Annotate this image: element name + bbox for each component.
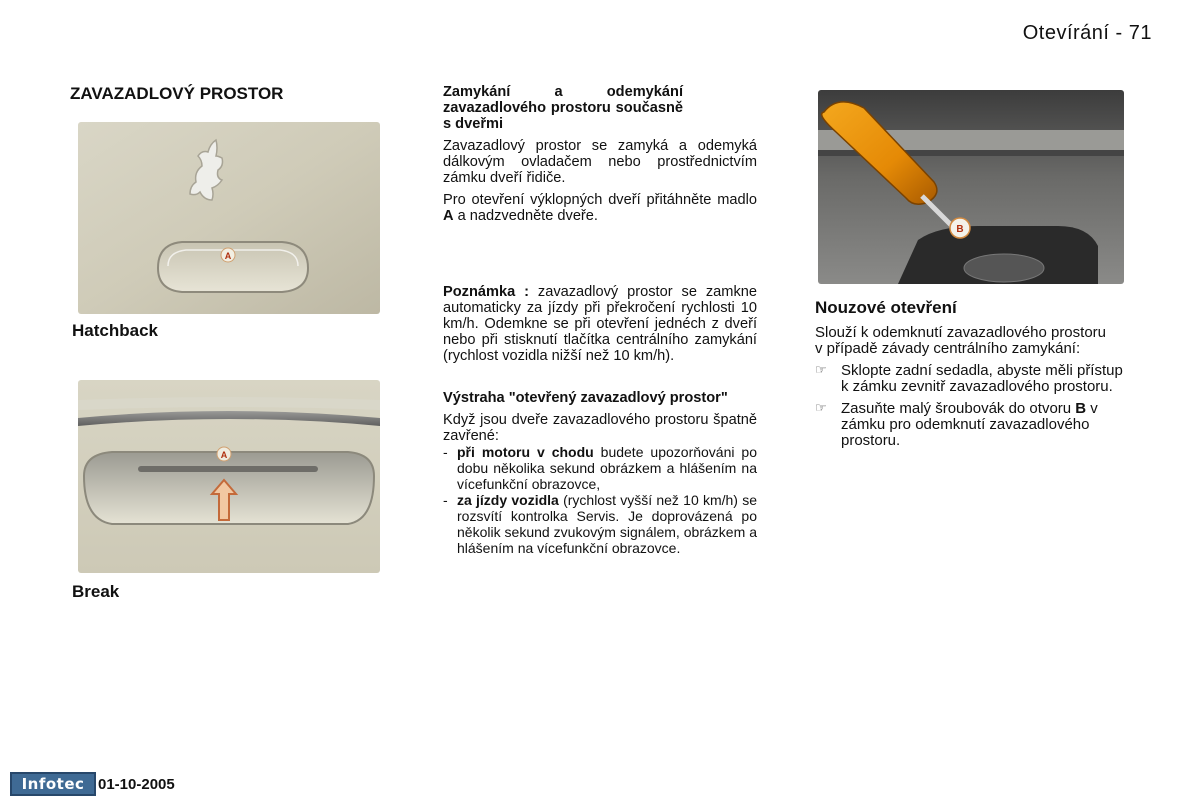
- note-paragraph: Poznámka : zavazadlový prostor se zamkne automaticky za jízdy při překročení rychlosti 10 km/h. Odemkne se při otevření jednéch z dveří nebo při stisknutí tlačítka centrálního zamykání (rychlost vozidla nižší než 10 km/h).: [443, 284, 757, 364]
- section-title: ZAVAZADLOVÝ PROSTOR: [70, 84, 284, 103]
- right-title: Nouzové otevření: [815, 298, 957, 317]
- list-item: - za jízdy vozidla (rychlost vyšší než 10 km/h) se rozsvítí kontrolka Servis. Je doprovázená po několik sekund zvukovým signálem, obrázkem a hlášením na vícefunkční obrazovce.: [443, 492, 757, 556]
- pointing-hand-icon: ☞: [815, 362, 827, 377]
- note-label: Poznámka :: [443, 284, 529, 300]
- pointing-hand-icon: ☞: [815, 400, 827, 415]
- list-item: ☞ Sklopte zadní sedadla, abyste měli přístup k zámku zevnitř zavazadlového prostoru.: [815, 362, 1123, 395]
- infotec-logo: Infotec: [10, 772, 96, 796]
- list-item: - při motoru v chodu budete upozorňováni po dobu několika sekund obrázkem a hlášením na vícefunkční obrazovce,: [443, 444, 757, 492]
- break-photo: [78, 380, 380, 573]
- screwdriver-photo: [818, 90, 1124, 284]
- procedure-list: [815, 363, 1129, 449]
- warning-list: [443, 444, 757, 556]
- photo-label-a: A: [220, 450, 228, 460]
- subheading-locking: Zamykání a odemykání zavazadlového prostoru současně s dveřmi: [443, 84, 683, 132]
- subheading-warning: Výstraha "otevřený zavazadlový prostor": [443, 390, 728, 406]
- footer-date: 01-10-2005: [98, 776, 175, 793]
- list-item: ☞ Zasuňte malý šroubovák do otvoru B v zámku pro odemknutí zavazadlového prostoru.: [815, 400, 1098, 449]
- paragraph: Slouží k odemknutí zavazadlového prostoru v případě závady centrálního zamykání:: [815, 324, 1106, 357]
- paragraph: Zavazadlový prostor se zamyká a odemyká dálkovým ovladačem nebo prostřednictvím zámku dveří řidiče.: [443, 138, 757, 186]
- paragraph: Když jsou dveře zavazadlového prostoru špatně zavřené:: [443, 412, 757, 444]
- paragraph: Pro otevření výklopných dveří přitáhněte madlo A a nadzvedněte dveře.: [443, 192, 757, 224]
- hatchback-photo: [78, 122, 380, 314]
- page-header: Otevírání - 71: [1022, 22, 1152, 44]
- caption-hatchback: Hatchback: [72, 321, 158, 340]
- caption-break: Break: [72, 582, 120, 601]
- middle-column: [443, 84, 757, 556]
- photo-label-b: B: [956, 224, 964, 235]
- photo-label-a: A: [224, 251, 232, 261]
- right-column: [815, 325, 1129, 455]
